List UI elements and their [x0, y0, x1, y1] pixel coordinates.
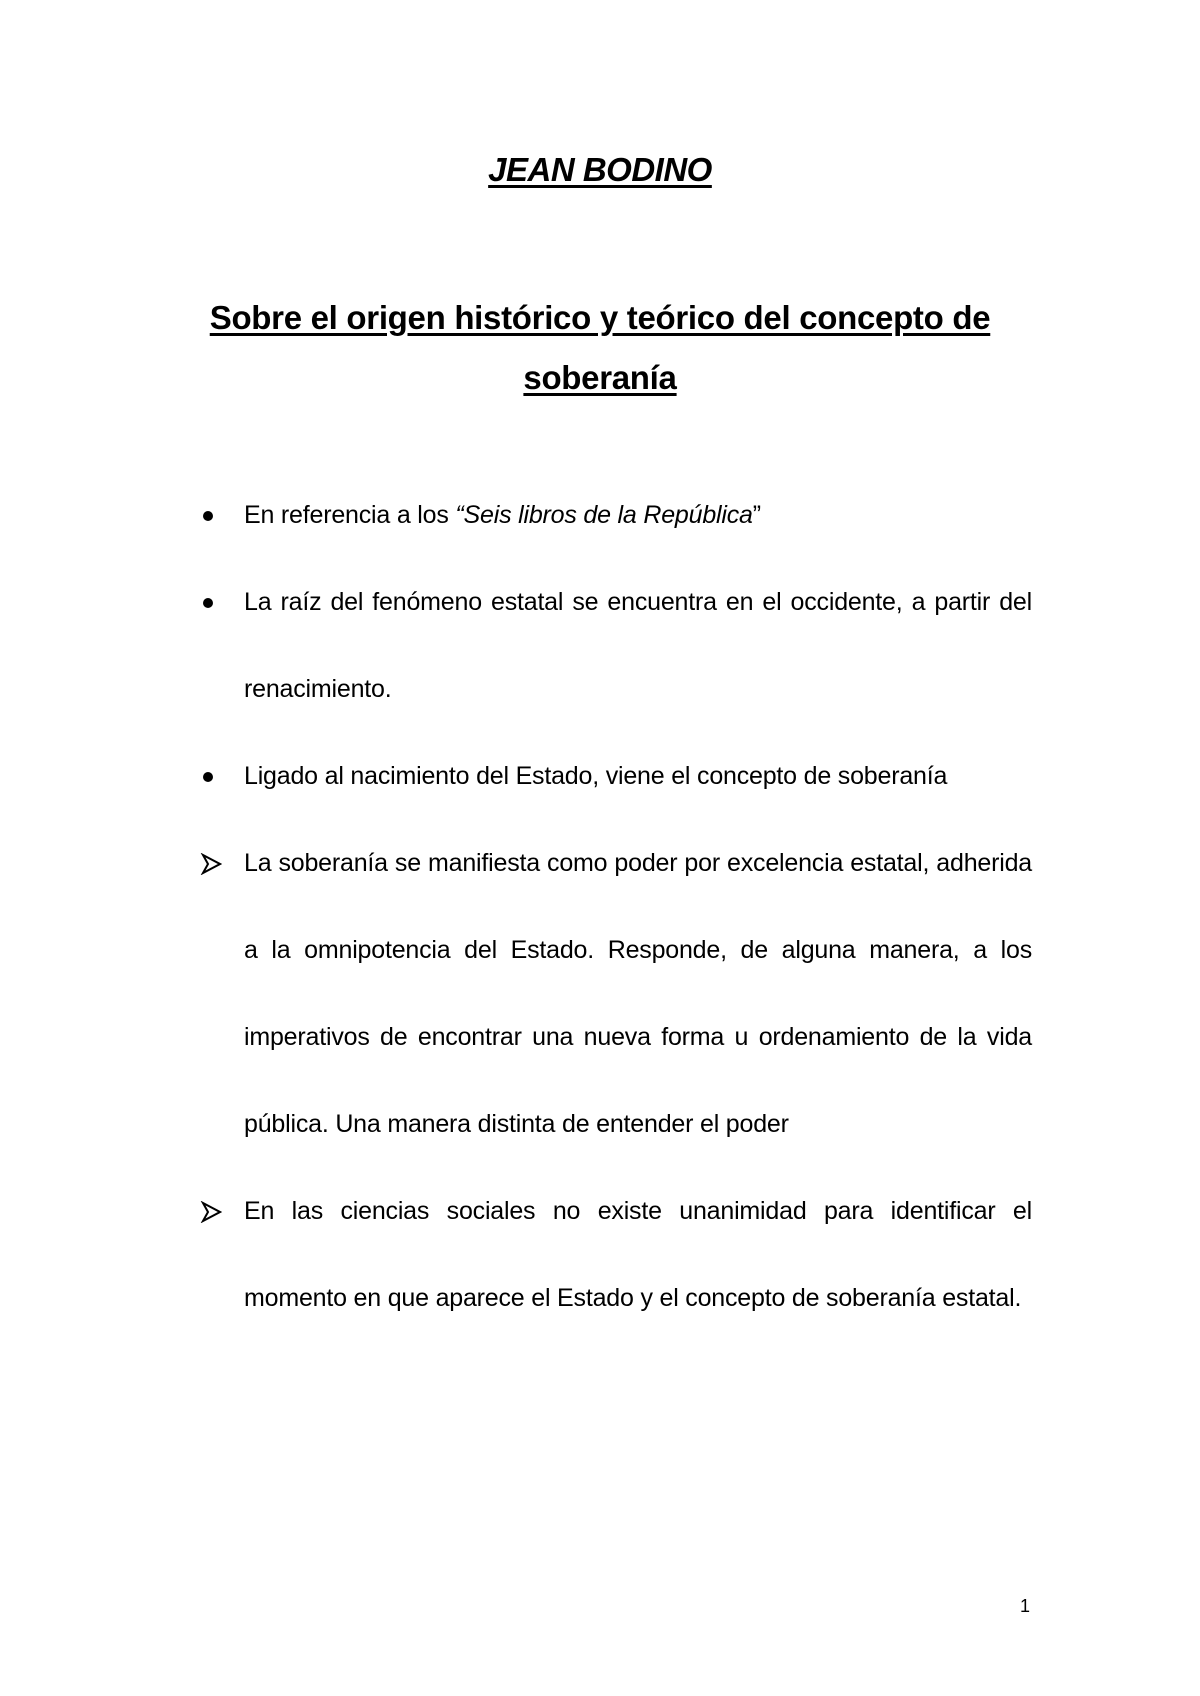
list-item-text: Ligado al nacimiento del Estado, viene el concepto de soberanía	[244, 762, 948, 790]
list-item	[200, 1168, 1032, 1342]
closing-quote: ”	[752, 501, 761, 529]
list-item-text: La soberanía se manifiesta como poder por excelencia estatal, adherida a la omnipotencia del Estado. Responde, de alguna manera, a los imperativos de encontrar una nueva forma u ordenamiento de la vida pública. Una manera distinta de entender el poder	[244, 849, 1032, 1138]
bullet-dot-icon	[200, 472, 230, 559]
bullet-dot-icon	[200, 559, 230, 646]
document-title: JEAN BODINO	[488, 151, 712, 188]
list-item-text: En las ciencias sociales no existe unanimidad para identificar el momento en que aparece el Estado y el concepto de soberanía estatal.	[244, 1197, 1032, 1312]
list-item-text: En referencia a los	[244, 501, 456, 529]
list-item	[200, 820, 1032, 1168]
bullet-list	[200, 472, 1032, 1342]
list-item-text: La raíz del fenómeno estatal se encuentra en el occidente, a partir del renacimiento.	[244, 588, 1032, 703]
list-item	[200, 733, 1032, 820]
list-item	[200, 472, 1032, 559]
book-title-text: “Seis libros de la República	[455, 501, 753, 529]
bullet-dot-icon	[200, 733, 230, 820]
page-number: 1	[1020, 1596, 1031, 1616]
arrow-bullet-icon	[200, 820, 230, 907]
document-subtitle: Sobre el origen histórico y teórico del concepto de soberanía	[209, 299, 991, 396]
arrow-bullet-icon	[200, 1168, 230, 1255]
list-item	[200, 559, 1032, 733]
